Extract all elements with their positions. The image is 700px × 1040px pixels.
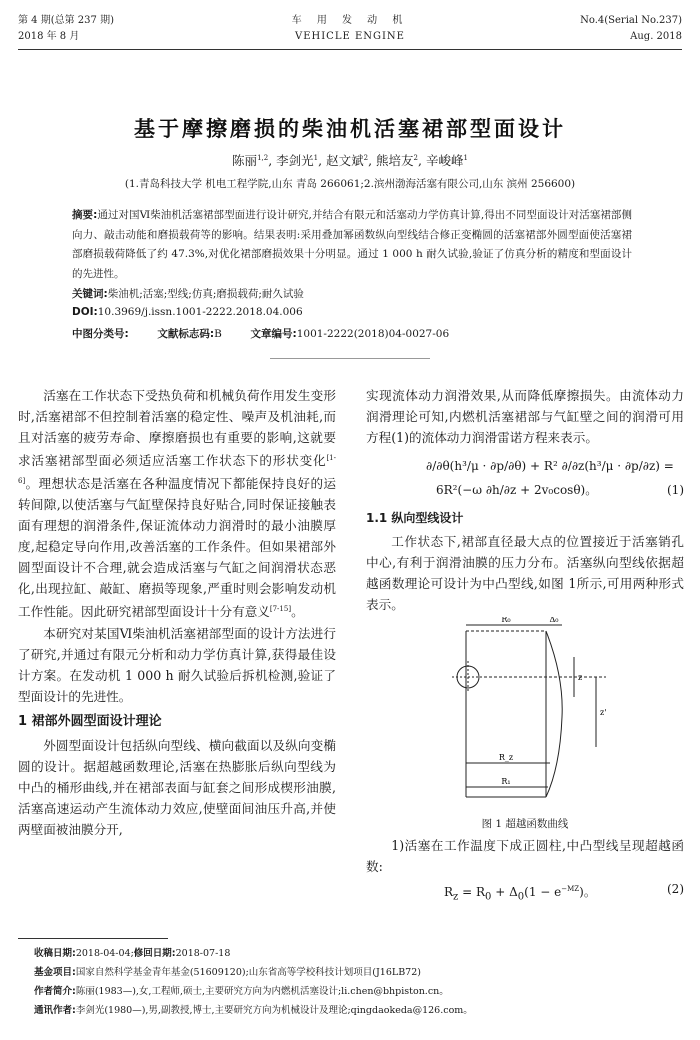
author-affiliation-mark: 1,2	[257, 153, 269, 162]
label-delta: Δ₀	[549, 617, 559, 624]
equation-2: $R_z = R_0 + \Delta_0(1 - e^{-MZ})$。 (2)	[366, 877, 684, 909]
citation: [1-6]	[18, 454, 336, 486]
body-paragraph: 实现流体动力润滑效果,从而降低摩擦损失。由流体动力润滑理论可知,内燃机活塞裙部与气缸壁之间的润滑可用方程(1)的流体动力润滑雷诺方程来表示。	[366, 388, 684, 445]
author-name: 李剑光	[276, 153, 314, 168]
equation-number: (2)	[667, 882, 684, 896]
abstract-separator	[270, 358, 430, 359]
author-affiliation-mark: 1	[313, 153, 319, 162]
body-paragraph: 外圆型面设计包括纵向型线、横向截面以及纵向变椭圆的设计。据超越函数理论,活塞在热膨胀后纵向型线为中凸的桶形曲线,并在裙部表面与缸套之间形成楔形油膜,活塞高速运动产生流体动力效应,使壁面间油压升高,并使两壁面被油膜分开,	[18, 737, 336, 837]
equation-number: (1)	[667, 483, 684, 497]
keywords	[72, 286, 304, 301]
label-r0: R₀	[501, 617, 511, 624]
clc-label: 中图分类号:	[72, 328, 129, 340]
footnote-rule	[18, 938, 168, 939]
author-affiliation-mark: 1	[463, 153, 468, 162]
article-no-label: 文章编号:	[250, 328, 297, 340]
keywords-label: 关键词:	[72, 288, 108, 300]
label-zprime: z'	[600, 708, 607, 717]
header-serial: No.4(Serial No.237)	[580, 15, 682, 26]
author-name: 熊培友	[376, 153, 414, 168]
footnote-fund: 基金项目:国家自然科学基金青年基金(51609120);山东省高等学校科技计划项目(J16LB72)	[34, 967, 421, 978]
keywords-text: 柴油机;活塞;型线;仿真;磨损载荷;耐久试验	[107, 288, 304, 300]
author-list: 陈丽$^{1,2}$, 李剑光$^1$, 赵文斌$^2$, 熊培友$^2$, 辛峻峰$^1$	[232, 153, 468, 168]
figure-1-drawing	[366, 617, 684, 813]
affiliations: (1.青岛科技大学 机电工程学院,山东 青岛 266061;2.滨州渤海活塞有限公司,山东 滨州 256600)	[124, 178, 576, 190]
doi	[72, 306, 303, 318]
header-journal-en: VEHICLE ENGINE	[294, 31, 405, 42]
header-journal-cn: 车 用 发 动 机	[291, 15, 409, 26]
article-no-text: 1001-2222(2018)04-0027-06	[296, 328, 450, 340]
label-r1: R₁	[501, 777, 511, 786]
footnote-dates: 收稿日期:2018-04-04;修回日期:2018-07-18	[34, 948, 231, 959]
doi-label: DOI:	[72, 306, 98, 318]
subsection-heading-1-1: 1.1 纵向型线设计	[366, 511, 464, 525]
header-issue: 第 4 期(总第 237 期)	[18, 15, 114, 26]
author-name: 辛峻峰	[425, 153, 464, 168]
classification-line	[72, 326, 449, 341]
left-column	[18, 385, 336, 840]
equation-1	[366, 454, 684, 502]
footnote-corresponding: 通讯作者:李剑光(1980—),男,副教授,博士,主要研究方向为机械设计及理论;qingdaokeda@126.com。	[34, 1005, 473, 1016]
body-paragraph: 活塞在工作状态下受热负荷和机械负荷作用发生变形时,活塞裙部不但控制着活塞的稳定性、噪声及机油耗,而且对活塞的疲劳寿命、摩擦磨损也有重要的影响,这就要求活塞裙部型面必须适应活塞工作状态下的形状变化[1-6]。理想状态是活塞在各种温度情况下都能保持良好的运转间隙,以使活塞与气缸壁保持良好贴合,同时保证接触表面有理想的润滑条件,保证流体动力润滑时的最小油膜厚度,起稳定导向作用,改善活塞的工作条件。但如果裙部外圆型面设计不合理,就会造成活塞与气缸之间润滑状态恶化,出现拉缸、敲缸、磨损等现象,严重时则会影响发动机工作性能。因此研究裙部型面设计十分有意义[7-15]。	[18, 388, 336, 620]
body-paragraph: 1)活塞在工作温度下成正圆柱,中凸型线呈现超越函数:	[366, 838, 684, 874]
label-rz: R_z	[498, 753, 514, 762]
abstract	[72, 206, 632, 284]
article-title: 基于摩擦磨损的柴油机活塞裙部型面设计	[134, 117, 566, 141]
body-paragraph: 工作状态下,裙部直径最大点的位置接近于活塞销孔中心,有利于润滑油膜的压力分布。活塞纵向型线依据超越函数理论可设计为中凸型线,如图 1所示,可用两种形式表示。	[366, 534, 684, 612]
header-month: Aug. 2018	[630, 31, 682, 42]
equation-1-line-2: 6R²(−ω ∂h/∂z + 2v₀cosθ)。 (1)	[426, 478, 684, 502]
equation-1-line-1: ∂/∂θ(h³/μ · ∂p/∂θ) + R² ∂/∂z(h³/μ · ∂p/∂z) =	[426, 459, 674, 473]
header-rule	[18, 49, 682, 50]
footnote-author-bio: 作者简介:陈丽(1983—),女,工程师,硕士,主要研究方向为内燃机活塞设计;li.chen@bhpiston.cn。	[34, 986, 449, 997]
body-paragraph: 本研究对某国Ⅵ柴油机活塞裙部型面的设计方法进行了研究,并通过有限元分析和动力学仿真计算,获得最佳设计方案。在发动机 1 000 h 耐久试验后拆机检测,验证了型面设计的先进性。	[18, 625, 336, 704]
figure-1-caption: 图 1 超越函数曲线	[481, 818, 569, 830]
doc-code-text: B	[214, 328, 222, 340]
doi-text: 10.3969/j.issn.1001-2222.2018.04.006	[97, 306, 303, 318]
right-column	[366, 385, 684, 909]
figure-1	[366, 617, 684, 813]
author-name: 陈丽	[232, 153, 258, 168]
abstract-text: 通过对国Ⅵ柴油机活塞裙部型面进行设计研究,并结合有限元和活塞动力学仿真计算,得出不同型面设计对活塞裙部侧向力、敲击动能和磨损载荷等的影响。结果表明:采用叠加幂函数纵向型线结合修正变椭圆的活塞裙部外圆型面使活塞裙部磨损载荷降低了约 47.3%,对优化裙部磨损效果十分明显。通过 1 000 h 耐久试验,验证了仿真分析的精度和型面设计的先进性。	[72, 209, 632, 280]
convex-profile	[546, 631, 562, 797]
label-z: z	[578, 673, 583, 682]
author-affiliation-mark: 2	[363, 153, 369, 162]
citation: [7-15]	[269, 605, 292, 614]
author-affiliation-mark: 2	[413, 153, 419, 162]
abstract-label: 摘要:	[72, 209, 98, 221]
header-date: 2018 年 8 月	[18, 31, 80, 42]
doc-code-label: 文献标志码:	[157, 328, 215, 340]
section-heading-1: 1 裙部外圆型面设计理论	[18, 713, 162, 729]
author-name: 赵文斌	[326, 153, 364, 168]
